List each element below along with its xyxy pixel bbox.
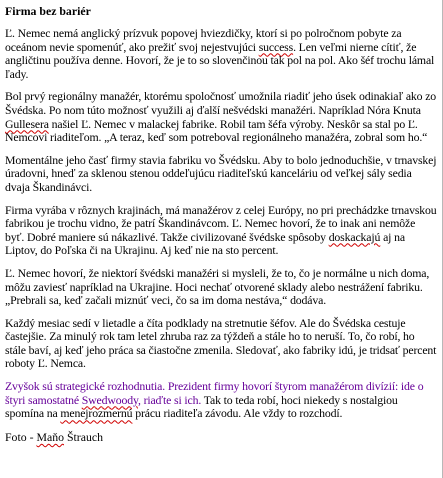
text-run: Foto - xyxy=(5,429,37,444)
text-run: Štrauch xyxy=(64,429,103,444)
paragraph-5: Ľ. Nemec hovorí, že niektorí švédski manažéri si mysleli, že to, čo je normálne u nich doma, môžu zaviesť napríklad na Ukrajine. Hoci nechať otvorené sklady alebo nestrážení fabriku. „Prebrali sa, keď začali miznúť veci, čo sa im doma nestáva,“ dodáva. xyxy=(5,265,430,308)
text-run: aj na Liptov, do Poľska či na Ukrajinu. Aj keď nie na sto percent. xyxy=(5,229,405,258)
spellcheck-word[interactable]: menejrozmernú xyxy=(60,406,133,421)
text-run: našiel Ľ. Nemec v malackej fabrike. Robil tam šéfa výroby. Neskôr sa stal po Ľ. Nemcovi riaditeľom. „A teraz, keď som potreboval regionálneho manažéra, zobral som ho.“ xyxy=(5,116,428,145)
spellcheck-word[interactable]: Gullesera xyxy=(5,116,49,131)
paragraph-3: Momentálne jeho časť firmy stavia fabriku vo Švédsku. Aby to bolo jednoduchšie, v trnavskej úradovni, hneď za sklenou stenou oddeľujúcu riaditeľskú kanceláriu od veľkej sály sedia dvaja Škandinávci. xyxy=(5,152,437,194)
text-run: Zvyšok sú strategické rozhodnutia. Prezident firmy hovorí štyrom manažérom divízií: ide o štyri samostatné xyxy=(5,379,424,407)
text-run: Firma vyrába v rôznych krajinách, má manažérov z celej Európy, no pri prechádzke trnavskou fabrikou je trochu vidno, že patrí Škandinávcom. Ľ. Nemec hovorí, že to inak ani nemôže byť. Dobré maniere sú nákazlivé. Takže civilizované švédske spôsoby xyxy=(5,202,437,244)
paragraph-7 xyxy=(5,380,437,421)
paragraph-6: Každý mesiac sedí v lietadle a číta podklady na stretnutie šéfov. Ale do Švédska cestuje častejšie. Za minulý rok tam letel zhruba raz za týždeň a stále ho to neruší. To, čo robí, ho stále baví, aj keď jeho práca sa čiastočne zmenila. Sledovať, ako fabriky idú, je tridsať percent roboty Ľ. Nemca. xyxy=(5,315,437,371)
text-run: . Len veľmi nierne cítiť, že angličtinu používa denne. Hovorí, že je to so slovenčinou tak pol na pol. Ako šéf trochu lámal ľady. xyxy=(5,39,435,81)
photo-credit xyxy=(5,430,437,444)
paragraph-4 xyxy=(5,204,437,258)
text-run: Ľ. Nemec nemá anglický prízvuk popovej hviezdičky, ktorí si po polročnom pobyte za oceánom nevie spomenúť, ako prežiť svoj nejestvujúci xyxy=(5,26,402,54)
article-title: Firma bez bariér xyxy=(5,4,91,18)
text-run: Bol prvý regionálny manažér, ktorému spoločnosť umožnila riadiť jeho úsek odinakiaľ ako zo Švédska. Po nom túto možnosť využili aj ďalší nešvédski manažéri. Napríklad Nóra Knuta xyxy=(5,89,437,117)
spellcheck-word[interactable]: Maňo xyxy=(36,429,64,444)
spellcheck-word[interactable]: success xyxy=(258,39,294,54)
text-run: Tak to teda robí, hoci niekedy s nostalgiou spomína na xyxy=(5,392,398,421)
paragraph-1 xyxy=(5,27,437,81)
paragraph-2 xyxy=(5,90,437,144)
spellcheck-word[interactable]: Swedwoody xyxy=(81,392,138,407)
spellcheck-word[interactable]: doskackajú xyxy=(328,229,381,244)
text-run: prácu riaditeľa závodu. Ale vždy to rozchodí. xyxy=(132,406,343,421)
text-run: , riaďte si ich. xyxy=(137,392,202,407)
